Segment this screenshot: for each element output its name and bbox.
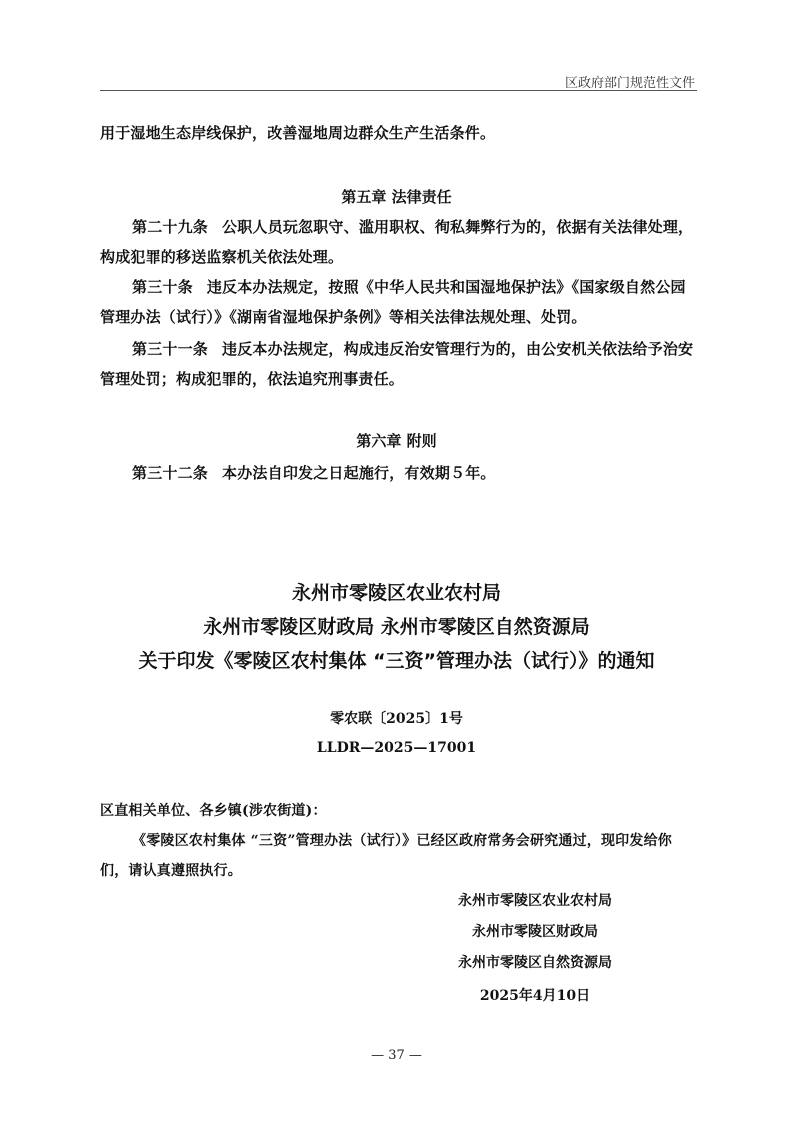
article-30	[100, 272, 695, 332]
article-32-text: 本办法自印发之日起施行，有效期５年。	[222, 464, 496, 482]
signature-finance-bureau: 永州市零陵区财政局	[472, 924, 598, 940]
article-29-text: 公职人员玩忽职守、滥用职权、徇私舞弊行为的，依据有关法律处理，构成犯罪的移送监察机关依法处理。	[100, 218, 694, 266]
article-31	[100, 334, 695, 394]
notice-title-line-3: 关于印发《零陵区农村集体 “三资”管理办法（试行）》的通知	[138, 650, 655, 672]
chapter-5-heading: 第五章 法律责任	[341, 188, 452, 206]
registration-number: LLDR—2025—17001	[316, 740, 477, 756]
header-label: 区政府部门规范性文件	[564, 76, 695, 91]
article-31-head: 第三十一条	[132, 340, 209, 358]
notice-body: 《零陵区农村集体 “三资”管理办法（试行）》已经区政府常务会研究通过，现印发给你们，请认真遵照执行。	[100, 833, 672, 879]
notice-title-line-2: 永州市零陵区财政局 永州市零陵区自然资源局	[203, 616, 590, 638]
article-29-head: 第二十九条	[132, 218, 209, 236]
header-rule	[100, 90, 697, 91]
issue-date: 2025年4月10日	[479, 988, 591, 1004]
article-31-text: 违反本办法规定，构成违反治安管理行为的，由公安机关依法给予治安管理处罚；构成犯罪的，依法追究刑事责任。	[100, 340, 694, 388]
signature-natural-resources-bureau: 永州市零陵区自然资源局	[458, 955, 612, 971]
article-30-head: 第三十条	[132, 278, 193, 296]
article-32-head: 第三十二条	[132, 464, 209, 482]
article-32	[100, 458, 695, 488]
signature-agriculture-bureau: 永州市零陵区农业农村局	[458, 893, 612, 909]
addressee: 区直相关单位、各乡镇(涉农街道)：	[100, 803, 327, 819]
continued-paragraph: 用于湿地生态岸线保护，改善湿地周边群众生产生活条件。	[100, 124, 496, 142]
document-number: 零农联〔2025〕1号	[330, 711, 463, 727]
article-30-text: 违反本办法规定，按照《中华人民共和国湿地保护法》《国家级自然公园管理办法（试行）》《湖南省湿地保护条例》等相关法律法规处理、处罚。	[100, 278, 686, 326]
notice-title-line-1: 永州市零陵区农业农村局	[291, 582, 501, 604]
article-29	[100, 212, 695, 272]
page-number: — 37 —	[371, 1048, 422, 1063]
chapter-6-heading: 第六章 附则	[356, 432, 437, 450]
